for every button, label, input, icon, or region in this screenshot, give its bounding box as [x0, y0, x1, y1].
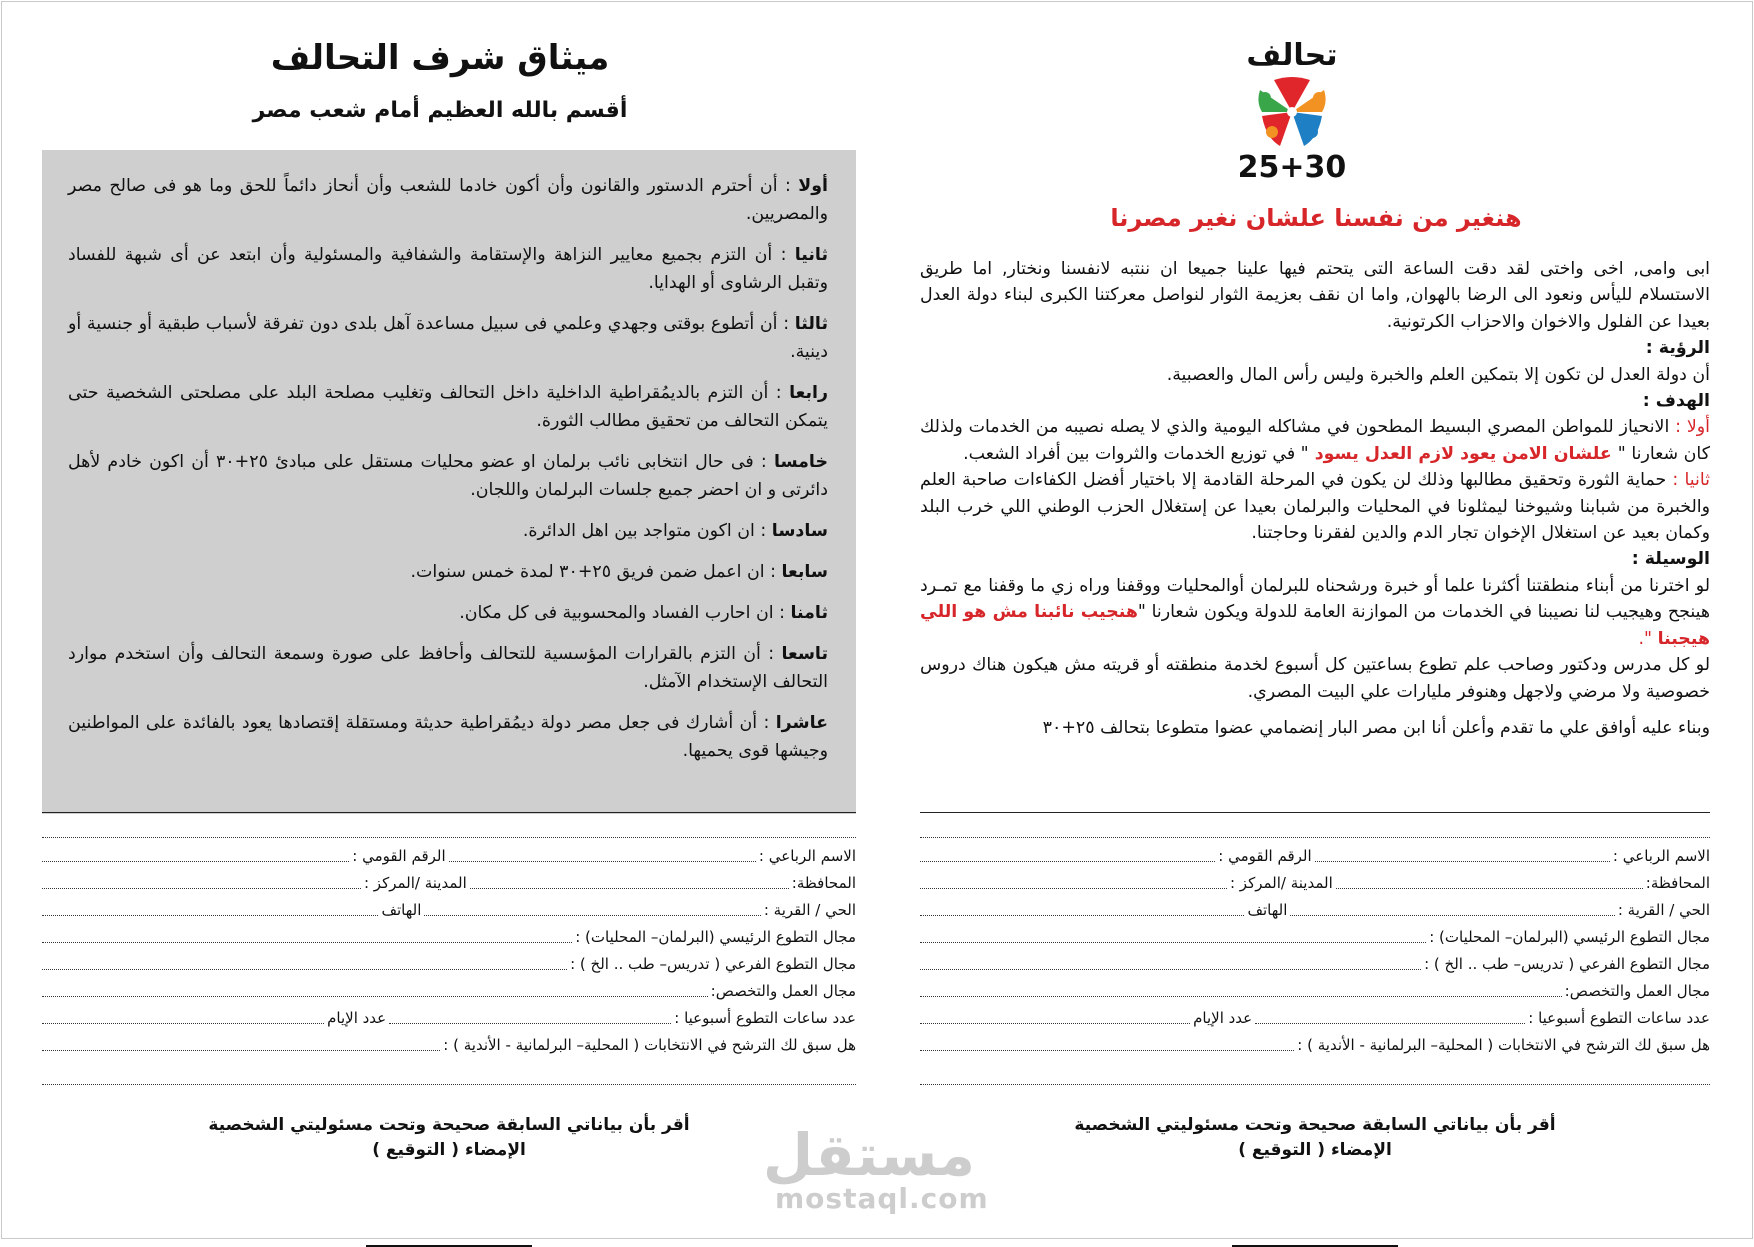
sub-field-label: مجال التطوع الفرعي ( تدريس– طب .. الخ ) : — [1424, 955, 1710, 973]
oath-text: : أن التزم بالقرارات المؤسسية للتحالف وأحافظ على صورة وسمعة التحالف وأن استخدم موارد التحالف الإستخدام الآمثل. — [68, 644, 828, 692]
form-row — [920, 946, 1710, 973]
full-name-field[interactable] — [1315, 854, 1610, 862]
logo-name: تحالف — [1246, 38, 1338, 73]
oath-item — [68, 558, 828, 586]
oath-item — [68, 310, 828, 366]
registration-form — [920, 812, 1710, 1247]
work-field-label: مجال العمل والتخصص: — [710, 982, 856, 1000]
form-blank-line[interactable] — [920, 813, 1710, 838]
candidacy-field[interactable] — [42, 1043, 440, 1051]
volunteer-text: لو كل مدرس ودكتور وصاحب علم تطوع بساعتين كل أسبوع لخدمة منطقته أو قريته مش هيكون هناك دروس خصوصية ولا مرضي ولاجهل وهنوفر مليارات علي البيت المصري. — [920, 655, 1710, 702]
days-label: عدد الإيام — [327, 1009, 387, 1027]
days-field[interactable] — [42, 1016, 324, 1024]
oath-label: ثالثا — [794, 314, 828, 334]
vision-heading: الرؤية : — [1645, 338, 1710, 359]
declaration — [42, 1113, 856, 1163]
goal-1-slogan: علشان الامن يعود لازم العدل يسود — [1308, 443, 1618, 464]
oath-label: ثانيا — [794, 245, 828, 265]
signature-label: الإمضاء ( التوقيع ) — [1238, 1140, 1392, 1160]
oath-label: تاسعا — [781, 644, 828, 664]
sub-field-label: مجال التطوع الفرعي ( تدريس– طب .. الخ ) : — [570, 955, 856, 973]
oath-item — [68, 448, 828, 504]
form-blank-line[interactable] — [920, 1054, 1710, 1085]
city-field[interactable] — [42, 881, 361, 889]
oath-label: رابعا — [789, 383, 828, 403]
oath-label: ثامنا — [790, 603, 828, 623]
district-field[interactable] — [424, 908, 760, 916]
full-name-label: الاسم الرباعي : — [1612, 847, 1710, 865]
governorate-field[interactable] — [470, 881, 789, 889]
form-row — [920, 838, 1710, 865]
phone-field[interactable] — [42, 908, 378, 916]
form-row — [920, 892, 1710, 919]
national-id-label: الرقم القومي : — [352, 847, 446, 865]
alliance-logo — [1237, 38, 1347, 188]
logo-number: 25+30 — [1237, 150, 1347, 185]
full-name-label: الاسم الرباعي : — [758, 847, 856, 865]
city-label: المدينة /المركز : — [363, 874, 467, 892]
charter-page — [20, 0, 860, 1240]
form-row — [920, 1000, 1710, 1027]
form-row — [920, 1027, 1710, 1054]
form-row — [42, 865, 856, 892]
oath-text: : أن التزم بجميع معايير النزاهة والإستقامة والشفافية والمسئولية وأن ابتعد عن أى شبهة للفساد وتقبل الرشاوى أو الهدايا. — [68, 245, 828, 293]
means — [920, 573, 1710, 652]
district-label: الحي / القرية : — [763, 901, 856, 919]
oath-box — [42, 150, 856, 814]
vision-text: أن دولة العدل لن تكون إلا بتمكين العلم والخبرة وليس رأس المال والعصبية. — [1166, 364, 1710, 385]
intro-paragraph: ابى وامى, اخى واختى لقد دقت الساعة التى يتحتم فيها علينا جميعا ان ننتبه لانفسنا ونختار, اما طريق الاستسلام لليأس ونعود الى الرضا بالهوان, واما ان نقف بعزيمة الثوار لنواصل معركتنا الكبرى لبناء دولة العدل بعيدا عن الفلول والاخوان والاحزاب الكرتونية. — [920, 259, 1710, 332]
form-row — [42, 1027, 856, 1054]
main-field-label: مجال التطوع الرئيسي (البرلمان– المحليات) : — [575, 928, 856, 946]
form-row — [920, 973, 1710, 1000]
goal-heading: الهدف : — [1642, 391, 1710, 412]
full-name-field[interactable] — [449, 854, 756, 862]
governorate-field[interactable] — [1336, 881, 1643, 889]
form-row — [42, 919, 856, 946]
goal-1-text-b: " في توزيع الخدمات والثروات بين أفراد الشعب. — [963, 443, 1309, 464]
form-row — [42, 973, 856, 1000]
oath-text: : أن أحترم الدستور والقانون وأن أكون خادما للشعب وأن أنحاز دائماً للحق وما هو فى صالح مصر والمصريين. — [68, 176, 828, 224]
goal-2-text: حماية الثورة وتحقيق مطالبها وذلك لن يكون في المرحلة القادمة إلا باختيار أفضل الكفاءات صاحبة العلم والخبرة من شبابنا وشيوخنا ليمثلونا في المحليات والبرلمان بعيدا عن إستغلال الحزب الوطني اللي خرب البلد وكمان بعيد عن استغلال الإخوان تجار الدم والدين لفقرنا وحاجتنا. — [920, 470, 1710, 544]
oath-item — [68, 172, 828, 228]
registration-form — [42, 812, 856, 1247]
work-field-input[interactable] — [42, 989, 708, 997]
national-id-field[interactable] — [42, 854, 349, 862]
charter-title: ميثاق شرف التحالف — [270, 38, 610, 78]
candidacy-field[interactable] — [920, 1043, 1294, 1051]
declaration-text: أقر بأن بياناتي السابقة صحيحة وتحت مسئوليتي الشخصية — [208, 1115, 690, 1135]
days-field[interactable] — [920, 1016, 1190, 1024]
spacer — [920, 705, 1710, 715]
district-field[interactable] — [1290, 908, 1614, 916]
oath-item — [68, 241, 828, 297]
weekly-hours-field[interactable] — [1255, 1016, 1525, 1024]
national-id-field[interactable] — [920, 854, 1215, 862]
oath-item — [68, 599, 828, 627]
weekly-hours-field[interactable] — [389, 1016, 671, 1024]
candidacy-label: هل سبق لك الترشح في الانتخابات ( المحلية– البرلمانية - الأندية ) : — [443, 1036, 856, 1054]
weekly-hours-label: عدد ساعات التطوع أسبوعيا : — [1528, 1009, 1710, 1027]
governorate-label: المحافظة: — [1645, 874, 1710, 892]
declaration — [920, 1113, 1710, 1163]
form-row — [42, 946, 856, 973]
district-label: الحي / القرية : — [1617, 901, 1710, 919]
sub-field-input[interactable] — [920, 962, 1421, 970]
city-label: المدينة /المركز : — [1229, 874, 1333, 892]
oath-item — [68, 709, 828, 765]
governorate-label: المحافظة: — [791, 874, 856, 892]
means-text: لو اخترنا من أبناء منطقتنا أكثرنا علما أو خبرة ورشحناه للبرلمان أوالمحليات ووقفنا وراه زي ما وقفنا مع تمـرد هينجح وهيجيب لنا نصيبنا في الخدمات من الموازنة العامة للدولة ويكون شعارنا " — [920, 575, 1710, 623]
oath-label: أولا — [798, 176, 828, 196]
weekly-hours-label: عدد ساعات التطوع أسبوعيا : — [674, 1009, 856, 1027]
national-id-label: الرقم القومي : — [1218, 847, 1312, 865]
goal-2 — [920, 467, 1710, 546]
form-row — [42, 892, 856, 919]
closing-text: وبناء عليه أوافق علي ما تقدم وأعلن أنا ابن مصر البار إنضمامي عضوا متطوعا بتحالف ٢٥+٣٠ — [1042, 717, 1710, 738]
watermark — [762, 1121, 989, 1215]
form-row — [42, 838, 856, 865]
phone-label: الهاتف — [1247, 901, 1288, 919]
goal-1 — [920, 414, 1710, 467]
form-blank-line[interactable] — [42, 813, 856, 838]
oath-item — [68, 517, 828, 545]
phone-field[interactable] — [920, 908, 1244, 916]
signature-label: الإمضاء ( التوقيع ) — [372, 1140, 526, 1160]
work-field-input[interactable] — [920, 989, 1562, 997]
declaration-text: أقر بأن بياناتي السابقة صحيحة وتحت مسئوليتي الشخصية — [1074, 1115, 1556, 1135]
means-slogan: هنجيب نائبنا مش هو اللي هيجبنا — [920, 602, 1710, 649]
oath-label: خامسا — [773, 452, 828, 472]
slogan: هنغير من نفسنا علشان نغير مصرنا — [1110, 204, 1522, 232]
oath-text: : ان احارب الفساد والمحسوبية فى كل مكان. — [459, 603, 791, 623]
oath-label: سابعا — [781, 562, 828, 582]
oath-text: : ان اكون متواجد بين اهل الدائرة. — [522, 521, 772, 541]
oath-item — [68, 379, 828, 435]
oath-label: سادسا — [771, 521, 828, 541]
candidacy-label: هل سبق لك الترشح في الانتخابات ( المحلية– البرلمانية - الأندية ) : — [1297, 1036, 1710, 1054]
phone-label: الهاتف — [381, 901, 422, 919]
watermark-arabic: مستقل — [762, 1121, 975, 1189]
main-field-label: مجال التطوع الرئيسي (البرلمان– المحليات) : — [1429, 928, 1710, 946]
goal-2-label: ثانيا : — [1672, 470, 1710, 491]
form-blank-line[interactable] — [42, 1054, 856, 1085]
intro-page — [900, 0, 1732, 1240]
oath-item — [68, 640, 828, 696]
form-row — [42, 1000, 856, 1027]
oath-text: : أن التزم بالديمُقراطية الداخلية داخل التحالف وتغليب مصلحة البلد على مصلحتى الشخصية حتى يتمكن التحالف من تحقيق مطالب الثورة. — [68, 383, 828, 431]
city-field[interactable] — [920, 881, 1227, 889]
means-text-end: ". — [1638, 628, 1658, 649]
oath-text: : أن أشارك فى جعل مصر دولة ديمُقراطية حديثة ومستقلة إقتصادها يعود بالفائدة على المواطنين وجيشها قوى يحميها. — [68, 713, 828, 761]
main-field-input[interactable] — [920, 935, 1426, 943]
watermark-latin: mostaql.com — [775, 1182, 989, 1215]
oath-text: : ان اعمل ضمن فريق ٢٥+٣٠ لمدة خمس سنوات. — [410, 562, 782, 582]
oath-label: عاشرا — [775, 713, 828, 733]
oath-text: : فى حال انتخابى نائب برلمان او عضو محليات مستقل على مبادئ ٢٥+٣٠ أن اكون خادم لأهل دائرتى و ان احضر جميع جلسات البرلمان واللجان. — [68, 452, 828, 500]
people-circle-icon — [1252, 72, 1332, 152]
days-label: عدد الإيام — [1193, 1009, 1253, 1027]
form-row — [920, 865, 1710, 892]
means-heading: الوسيلة : — [1631, 549, 1710, 570]
work-field-label: مجال العمل والتخصص: — [1564, 982, 1710, 1000]
goal-1-label: أولا : — [1675, 417, 1710, 438]
oath-text: : أن أتطوع بوقتى وجهدي وعلمي فى سبيل مساعدة آهل بلدى دون تفرقة لأسباب طبقية أو جنسية أو دينية. — [68, 314, 828, 362]
goal-1-text-a: الانحياز للمواطن المصري البسيط المطحون في مشاكله اليومية والذي لا يصله نصيبه من الخدمات ولذلك كان شعارنا " — [920, 417, 1710, 464]
charter-subtitle: أقسم بالله العظيم أمام شعب مصر — [252, 98, 628, 123]
sub-field-input[interactable] — [42, 962, 567, 970]
form-row — [920, 919, 1710, 946]
main-field-input[interactable] — [42, 935, 572, 943]
intro-body — [920, 256, 1710, 741]
